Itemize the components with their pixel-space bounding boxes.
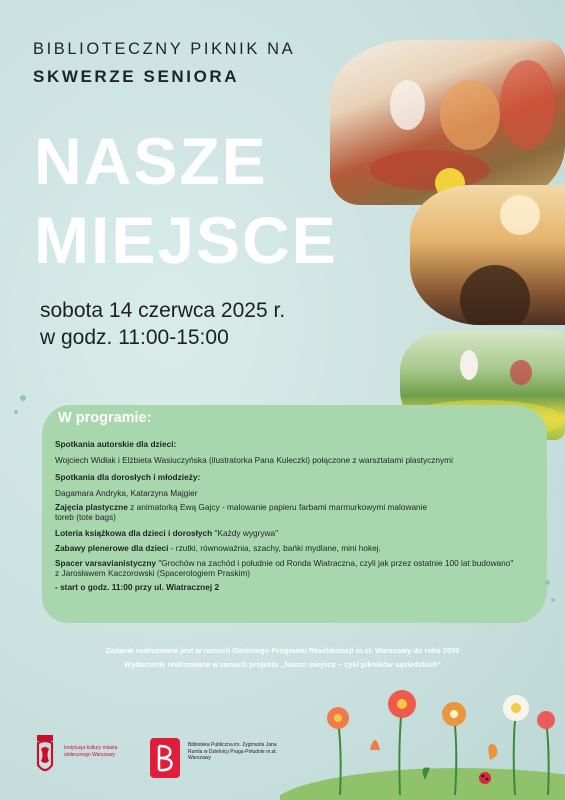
title-line-2: MIEJSCE xyxy=(34,203,338,277)
title-line-1: NASZE xyxy=(34,124,268,198)
programme-item: Spotkania autorskie dla dzieci: xyxy=(55,439,177,449)
programme-item: Loteria książkowa dla dzieci i dorosłych "Każdy wygrywa" xyxy=(55,528,279,538)
decor-dot xyxy=(20,395,26,401)
decor-dot xyxy=(545,580,550,585)
programme-item: - start o godz. 11:00 przy ul. Wiatracznej 2 xyxy=(55,582,220,592)
city-institution-text: Instytucja kultury miasta stołecznego Warszawy xyxy=(64,745,118,758)
decor-dot xyxy=(551,598,555,602)
flower-meadow-illustration xyxy=(280,690,565,800)
event-time: w godz. 11:00-15:00 xyxy=(40,326,229,349)
event-date: sobota 14 czerwca 2025 r. xyxy=(40,299,286,322)
programme-item: Spacer varsavianistyczny "Grochów na zachód i południe od Ronda Wiatraczna, czyli jak przez ostatnie 100 lat budowano" z Jarosławem Kaczorowski (Spacerologiem Praskim) xyxy=(55,558,514,579)
library-name-text: Biblioteka Publiczna im. Zygmunta Jana Rumla w Dzielnicy Praga-Południe m.st. Warszawy xyxy=(188,742,277,761)
programme-item: Spotkania dla dorosłych i młodzieży: xyxy=(55,472,201,482)
programme-item: Wojciech Widłak i Elżbieta Wasiuczyńska (ilustratorka Pana Kuleczki) połączone z warsztatami plastycznymi xyxy=(55,455,453,465)
footer-line-2: Wydarzenie realizowane w ramach projektu „Nasze miejsce – cykl pikników sąsiedzkich” xyxy=(124,660,441,669)
supertitle-bold: SKWERZE SENIORA xyxy=(33,67,240,86)
programme-item: Zajęcia plastyczne z animatorką Ewą Gajcy - malowanie papieru farbami marmurkowymi malowanie toreb (tote bags) xyxy=(55,502,428,523)
footer-line-1: Zadanie realizowane jest w ramach Gminnego Programu Rewitalizacji m.st. Warszawy do roku 2030 xyxy=(105,646,460,655)
programme-item: Dagamara Andryka, Katarzyna Majgier xyxy=(55,488,198,498)
picnic-family-photo xyxy=(330,40,565,205)
warsaw-siren-logo-icon xyxy=(34,735,56,779)
programme-item: Zabawy plenerowe dla dzieci - rzutki, równoważnia, szachy, bańki mydlane, mini hokej. xyxy=(55,543,381,553)
decor-dot xyxy=(14,410,18,414)
library-logo-icon xyxy=(150,738,180,778)
supertitle: BIBLIOTECZNY PIKNIK NA xyxy=(33,40,296,58)
hands-heart-photo xyxy=(410,185,565,325)
programme-heading: W programie: xyxy=(58,410,152,426)
